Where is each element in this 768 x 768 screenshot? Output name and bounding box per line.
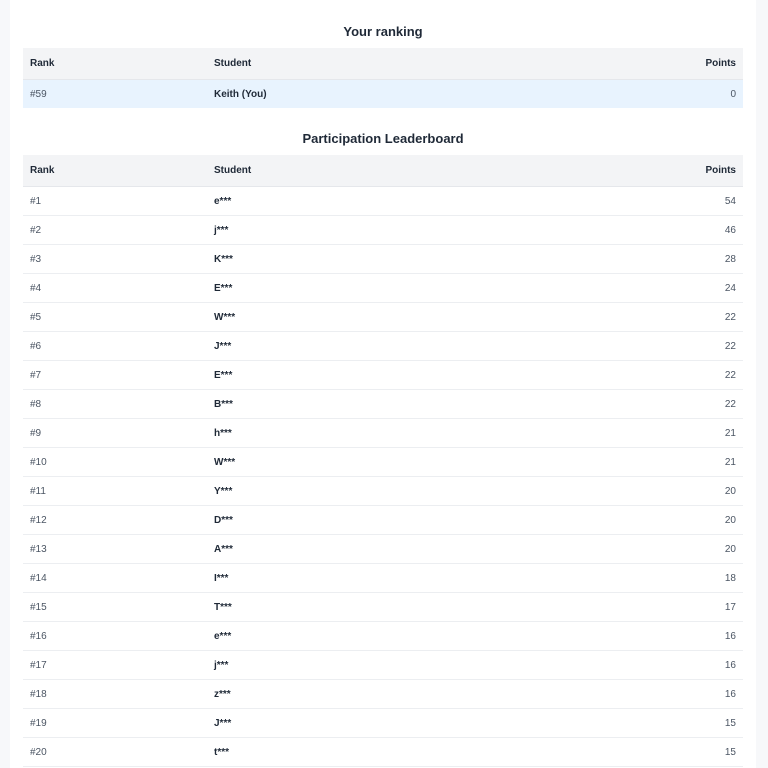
rank-cell: #15	[23, 593, 207, 622]
student-cell: W***	[207, 448, 649, 477]
points-cell: 18	[649, 564, 743, 593]
leaderboard-card	[10, 0, 756, 768]
rank-cell: #5	[23, 303, 207, 332]
rank-cell: #59	[23, 80, 207, 109]
table-row	[23, 622, 743, 651]
student-cell: j***	[207, 651, 649, 680]
rank-cell: #20	[23, 738, 207, 767]
points-cell: 17	[649, 593, 743, 622]
your-ranking-row	[23, 80, 743, 109]
table-row	[23, 680, 743, 709]
student-cell: I***	[207, 564, 649, 593]
student-cell: Keith (You)	[207, 80, 649, 109]
points-column-header: Points	[649, 155, 743, 187]
rank-cell: #3	[23, 245, 207, 274]
table-row	[23, 448, 743, 477]
rank-cell: #1	[23, 187, 207, 216]
student-cell: J***	[207, 332, 649, 361]
student-cell: e***	[207, 622, 649, 651]
rank-cell: #18	[23, 680, 207, 709]
table-row	[23, 245, 743, 274]
table-row	[23, 593, 743, 622]
student-cell: T***	[207, 593, 649, 622]
points-cell: 22	[649, 303, 743, 332]
points-cell: 24	[649, 274, 743, 303]
rank-cell: #2	[23, 216, 207, 245]
points-cell: 20	[649, 477, 743, 506]
student-cell: z***	[207, 680, 649, 709]
student-cell: J***	[207, 709, 649, 738]
table-row	[23, 419, 743, 448]
rank-cell: #17	[23, 651, 207, 680]
rank-cell: #7	[23, 361, 207, 390]
rank-cell: #8	[23, 390, 207, 419]
table-row	[23, 535, 743, 564]
rank-column-header: Rank	[23, 155, 207, 187]
student-column-header: Student	[207, 155, 649, 187]
points-cell: 16	[649, 622, 743, 651]
points-cell: 16	[649, 680, 743, 709]
student-cell: t***	[207, 738, 649, 767]
student-cell: B***	[207, 390, 649, 419]
table-row	[23, 738, 743, 767]
student-cell: E***	[207, 361, 649, 390]
leaderboard-title: Participation Leaderboard	[302, 131, 464, 146]
rank-cell: #11	[23, 477, 207, 506]
points-cell: 0	[649, 80, 743, 109]
student-cell: Y***	[207, 477, 649, 506]
rank-cell: #10	[23, 448, 207, 477]
points-cell: 15	[649, 709, 743, 738]
student-cell: K***	[207, 245, 649, 274]
points-cell: 46	[649, 216, 743, 245]
points-cell: 20	[649, 506, 743, 535]
points-cell: 28	[649, 245, 743, 274]
points-cell: 22	[649, 361, 743, 390]
table-row	[23, 651, 743, 680]
student-column-header: Student	[207, 48, 649, 80]
points-column-header: Points	[649, 48, 743, 80]
table-row	[23, 709, 743, 738]
table-row	[23, 564, 743, 593]
table-row	[23, 361, 743, 390]
student-cell: D***	[207, 506, 649, 535]
rank-cell: #9	[23, 419, 207, 448]
student-cell: h***	[207, 419, 649, 448]
student-cell: j***	[207, 216, 649, 245]
points-cell: 20	[649, 535, 743, 564]
rank-cell: #4	[23, 274, 207, 303]
leaderboard-table	[23, 155, 743, 767]
rank-cell: #16	[23, 622, 207, 651]
your-ranking-title: Your ranking	[343, 24, 423, 39]
rank-cell: #12	[23, 506, 207, 535]
table-row	[23, 303, 743, 332]
rank-cell: #19	[23, 709, 207, 738]
points-cell: 16	[649, 651, 743, 680]
student-cell: A***	[207, 535, 649, 564]
rank-cell: #6	[23, 332, 207, 361]
table-header-row	[23, 48, 743, 80]
points-cell: 21	[649, 448, 743, 477]
table-row	[23, 274, 743, 303]
rank-cell: #13	[23, 535, 207, 564]
leaderboard-rows	[23, 187, 743, 767]
table-row	[23, 477, 743, 506]
rank-cell: #14	[23, 564, 207, 593]
table-header-row	[23, 155, 743, 187]
table-row	[23, 332, 743, 361]
points-cell: 21	[649, 419, 743, 448]
student-cell: W***	[207, 303, 649, 332]
student-cell: E***	[207, 274, 649, 303]
points-cell: 15	[649, 738, 743, 767]
table-row	[23, 506, 743, 535]
your-ranking-table	[23, 48, 743, 108]
table-row	[23, 187, 743, 216]
rank-column-header: Rank	[23, 48, 207, 80]
points-cell: 22	[649, 390, 743, 419]
points-cell: 54	[649, 187, 743, 216]
points-cell: 22	[649, 332, 743, 361]
table-row	[23, 390, 743, 419]
table-row	[23, 216, 743, 245]
student-cell: e***	[207, 187, 649, 216]
